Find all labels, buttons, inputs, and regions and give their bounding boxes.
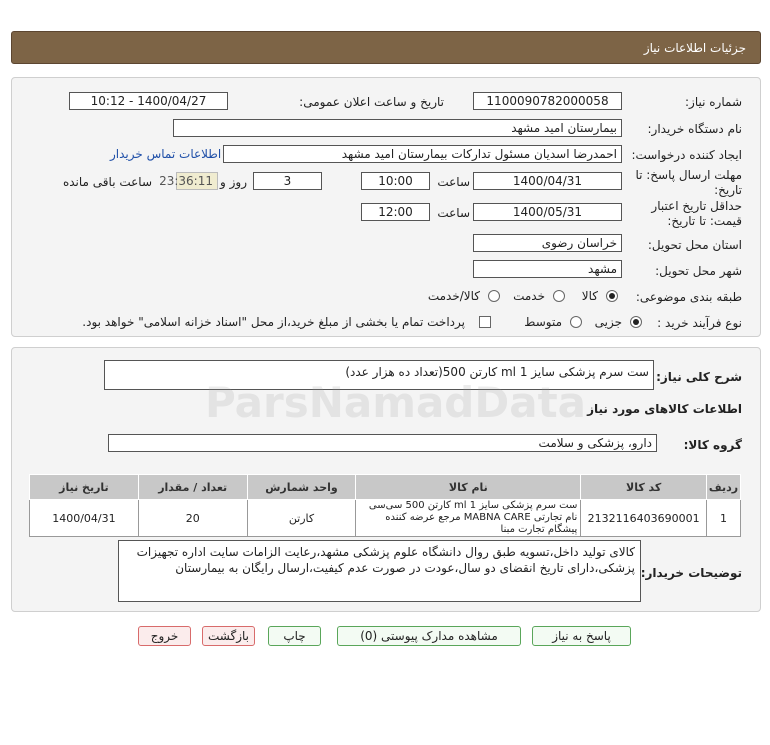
cell-code: 2132116403690001 [581, 500, 707, 537]
page-header [11, 31, 761, 64]
col-code: کد کالا [581, 475, 707, 500]
remaining-time-label: ساعت باقی مانده [62, 175, 152, 189]
reply-deadline-label: مهلت ارسال پاسخ: تا [635, 168, 742, 182]
validity-time-label: ساعت [437, 206, 470, 220]
creator-field: احمدرضا اسدیان مسئول تدارکات بیمارستان امید مشهد [223, 145, 622, 163]
remaining-time-field: 23:36:11 [176, 172, 218, 190]
goods-table-header [30, 475, 741, 500]
reply-time-field: 10:00 [361, 172, 430, 190]
validity-date-field: 1400/05/31 [473, 203, 622, 221]
category-option-goods-service: کالا/خدمت [427, 289, 480, 303]
table-row [30, 500, 741, 537]
category-radio-goods[interactable] [606, 290, 618, 302]
reply-deadline-label-2: تاریخ: [714, 183, 742, 197]
announce-field: 1400/04/27 - 10:12 [69, 92, 228, 110]
goods-group-field: دارو، پزشکی و سلامت [108, 434, 657, 452]
goods-table [29, 474, 741, 537]
col-row: ردیف [706, 475, 740, 500]
buyer-org-label: نام دستگاه خریدار: [647, 122, 742, 136]
city-field: مشهد [473, 260, 622, 278]
category-option-service: خدمت [513, 289, 545, 303]
goods-group-label: گروه کالا: [683, 438, 742, 452]
province-label: استان محل تحویل: [647, 238, 742, 252]
page-title: جزئیات اطلاعات نیاز [643, 41, 746, 55]
validity-label: حداقل تاریخ اعتبار [651, 199, 742, 213]
announce-label: تاریخ و ساعت اعلان عمومی: [299, 95, 444, 109]
reply-button[interactable]: پاسخ به نیاز [532, 626, 631, 646]
attachments-button[interactable]: مشاهده مدارک پیوستی (0) [337, 626, 521, 646]
province-field: خراسان رضوی [473, 234, 622, 252]
buyer-notes-label: توضیحات خریدار: [640, 566, 742, 580]
need-number-field: 1100090782000058 [473, 92, 622, 110]
cell-name: ست سرم پزشکی سایز ml 1 کارتن 500 سی‌سی نام تجارتی MABNA CARE مرجع عرضه کننده پیشگام تجارت مبنا [356, 500, 581, 537]
category-label: طبقه بندی موضوعی: [635, 290, 742, 304]
process-radio-minor[interactable] [630, 316, 642, 328]
days-label: روز و [220, 175, 247, 189]
need-number-label: شماره نیاز: [685, 95, 742, 109]
goods-section-title: اطلاعات کالاهای مورد نیاز [587, 402, 742, 416]
cell-date: 1400/04/31 [30, 500, 139, 537]
city-label: شهر محل تحویل: [655, 264, 742, 278]
process-option-medium: متوسط [524, 315, 562, 329]
buyer-contact-link[interactable]: اطلاعات تماس خریدار [110, 147, 222, 161]
print-button[interactable]: چاپ [268, 626, 321, 646]
col-unit: واحد شمارش [247, 475, 356, 500]
validity-label-2: قیمت: تا تاریخ: [667, 214, 742, 228]
col-name: نام کالا [356, 475, 581, 500]
category-option-goods: کالا [581, 289, 598, 303]
buyer-org-field: بیمارستان امید مشهد [173, 119, 622, 137]
cell-row: 1 [706, 500, 740, 537]
cell-unit: کارتن [247, 500, 356, 537]
payment-note: پرداخت تمام یا بخشی از مبلغ خرید،از محل "اسناد خزانه اسلامی" خواهد بود. [82, 315, 465, 329]
process-option-minor: جزیی [594, 315, 622, 329]
category-radio-service[interactable] [553, 290, 565, 302]
treasury-checkbox[interactable] [479, 316, 491, 328]
back-button[interactable]: بازگشت [202, 626, 255, 646]
creator-label: ایجاد کننده درخواست: [631, 148, 742, 162]
col-qty: تعداد / مقدار [138, 475, 247, 500]
validity-time-field: 12:00 [361, 203, 430, 221]
process-radio-medium[interactable] [570, 316, 582, 328]
buyer-notes-field: کالای تولید داخل،تسویه طبق روال دانشگاه علوم پزشکی مشهد،رعایت الزامات سایت اداره تجهیزات پزشکی،دارای تاریخ انقضای دو سال،عودت در صورت عدم کیفیت،ارسال رایگان به بیمارستان [118, 540, 641, 602]
days-field: 3 [253, 172, 322, 190]
reply-time-label: ساعت [437, 175, 470, 189]
col-date: تاریخ نیاز [30, 475, 139, 500]
category-radio-goods-service[interactable] [488, 290, 500, 302]
summary-label: شرح کلی نیاز: [656, 370, 742, 384]
cell-qty: 20 [138, 500, 247, 537]
reply-date-field: 1400/04/31 [473, 172, 622, 190]
summary-field: ست سرم پزشکی سایز ml 1 کارتن 500(تعداد ده هزار عدد) [104, 360, 654, 390]
exit-button[interactable]: خروج [138, 626, 191, 646]
process-label: نوع فرآیند خرید : [657, 316, 742, 330]
